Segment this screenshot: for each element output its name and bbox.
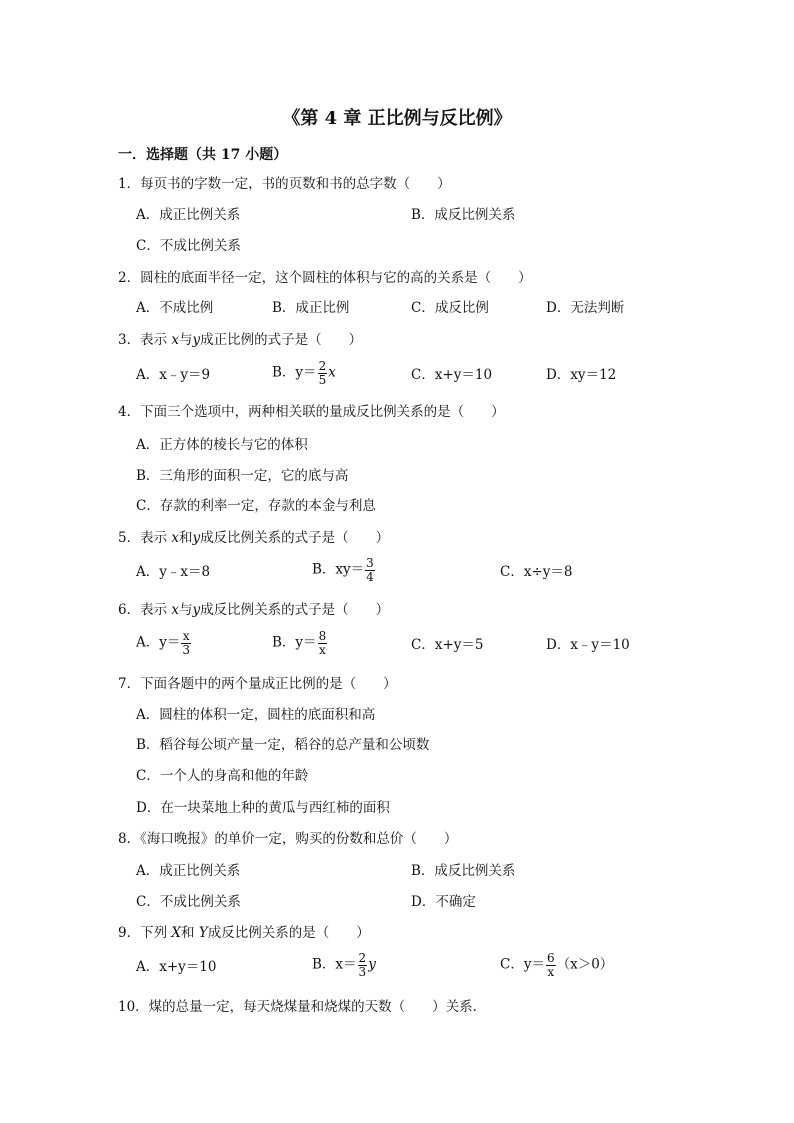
question-4-option-a: A．正方体的棱长与它的体积 (136, 437, 308, 453)
question-6-option-b: B．y＝ $\frac{8}{x}$ (272, 629, 327, 657)
question-3-option-c: C．x+y＝10 (411, 367, 493, 383)
question-2-option-a: A．不成比例 (136, 300, 214, 316)
question-2-option-d: D．无法判断 (546, 300, 625, 316)
question-2-option-c: C．成反比例 (411, 300, 489, 316)
question-1-option-a: A．成正比例关系 (136, 207, 241, 223)
question-6-option-a: A．y＝ $\frac{x}{3}$ (136, 629, 191, 657)
question-8-option-d: D．不确定 (411, 894, 476, 910)
question-2-stem: 2．圆柱的底面半径一定，这个圆柱的体积与它的高的关系是（ ） (118, 270, 532, 286)
question-7-option-a: A．圆柱的体积一定，圆柱的底面积和高 (136, 707, 376, 723)
fraction: $\frac{x}{3}$ (182, 629, 191, 657)
question-6-stem: 6．表示 x与y成反比例关系的式子是（ ） (118, 602, 390, 618)
fraction: $\frac{2}{5}$ (318, 359, 327, 387)
question-8-stem: 8．《海口晚报》的单价一定，购买的份数和总价（ ） (118, 831, 458, 847)
question-4-stem: 4．下面三个选项中，两种相关联的量成反比例关系的是（ ） (118, 404, 505, 420)
section-heading: 一．选择题（共 17 小题） (118, 147, 288, 163)
document-title: 《第 4 章 正比例与反比例》 (282, 108, 512, 129)
fraction: $\frac{2}{3}$ (358, 951, 367, 979)
question-8-option-c: C．不成比例关系 (136, 894, 241, 910)
question-5-option-c: C．x÷y＝8 (500, 564, 573, 580)
question-9-stem: 9．下列 X和 Y成反比例关系的是（ ） (118, 925, 370, 941)
fraction: $\frac{6}{x}$ (546, 951, 555, 979)
question-3-option-d: D．xy＝12 (546, 367, 617, 383)
fraction: $\frac{3}{4}$ (366, 556, 374, 584)
question-1-option-c: C．不成比例关系 (136, 238, 241, 254)
question-3-option-a: A．x﹣y＝9 (136, 367, 211, 383)
question-1-option-b: B．成反比例关系 (411, 207, 516, 223)
question-10-stem: 10．煤的总量一定，每天烧煤量和烧煤的天数（ ）关系． (118, 999, 487, 1015)
question-9-option-a: A．x+y＝10 (136, 959, 217, 975)
question-7-option-d: D．在一块菜地上种的黄瓜与西红柿的面积 (136, 800, 390, 816)
question-8-option-a: A．成正比例关系 (136, 863, 241, 879)
question-8-option-b: B．成反比例关系 (411, 863, 516, 879)
question-5-option-b: B．xy＝ $\frac{3}{4}$ (312, 556, 374, 584)
question-6-option-d: D．x﹣y＝10 (546, 637, 630, 653)
question-9-option-c: C．y＝ $\frac{6}{x}$ （x＞0） (500, 951, 614, 979)
question-7-stem: 7．下面各题中的两个量成正比例的是（ ） (118, 676, 397, 692)
question-7-option-c: C．一个人的身高和他的年龄 (136, 768, 309, 784)
question-3-stem: 3．表示 x与y成正比例的式子是（ ） (118, 332, 363, 348)
question-4-option-c: C．存款的利率一定，存款的本金与利息 (136, 498, 376, 514)
question-9-option-b: B．x＝ $\frac{2}{3}$ y (312, 951, 376, 979)
question-5-option-a: A．y﹣x＝8 (136, 564, 211, 580)
question-7-option-b: B．稻谷每公顷产量一定，稻谷的总产量和公顷数 (136, 737, 430, 753)
fraction: $\frac{8}{x}$ (318, 629, 327, 657)
question-2-option-b: B．成正比例 (272, 300, 350, 316)
question-1-stem: 1．每页书的字数一定，书的页数和书的总字数（ ） (118, 176, 451, 192)
question-5-stem: 5．表示 x和y成反比例关系的式子是（ ） (118, 530, 390, 546)
question-3-option-b: B．y＝ $\frac{2}{5}$ x (272, 359, 336, 387)
question-6-option-c: C．x+y＝5 (411, 637, 484, 653)
question-4-option-b: B．三角形的面积一定，它的底与高 (136, 468, 349, 484)
